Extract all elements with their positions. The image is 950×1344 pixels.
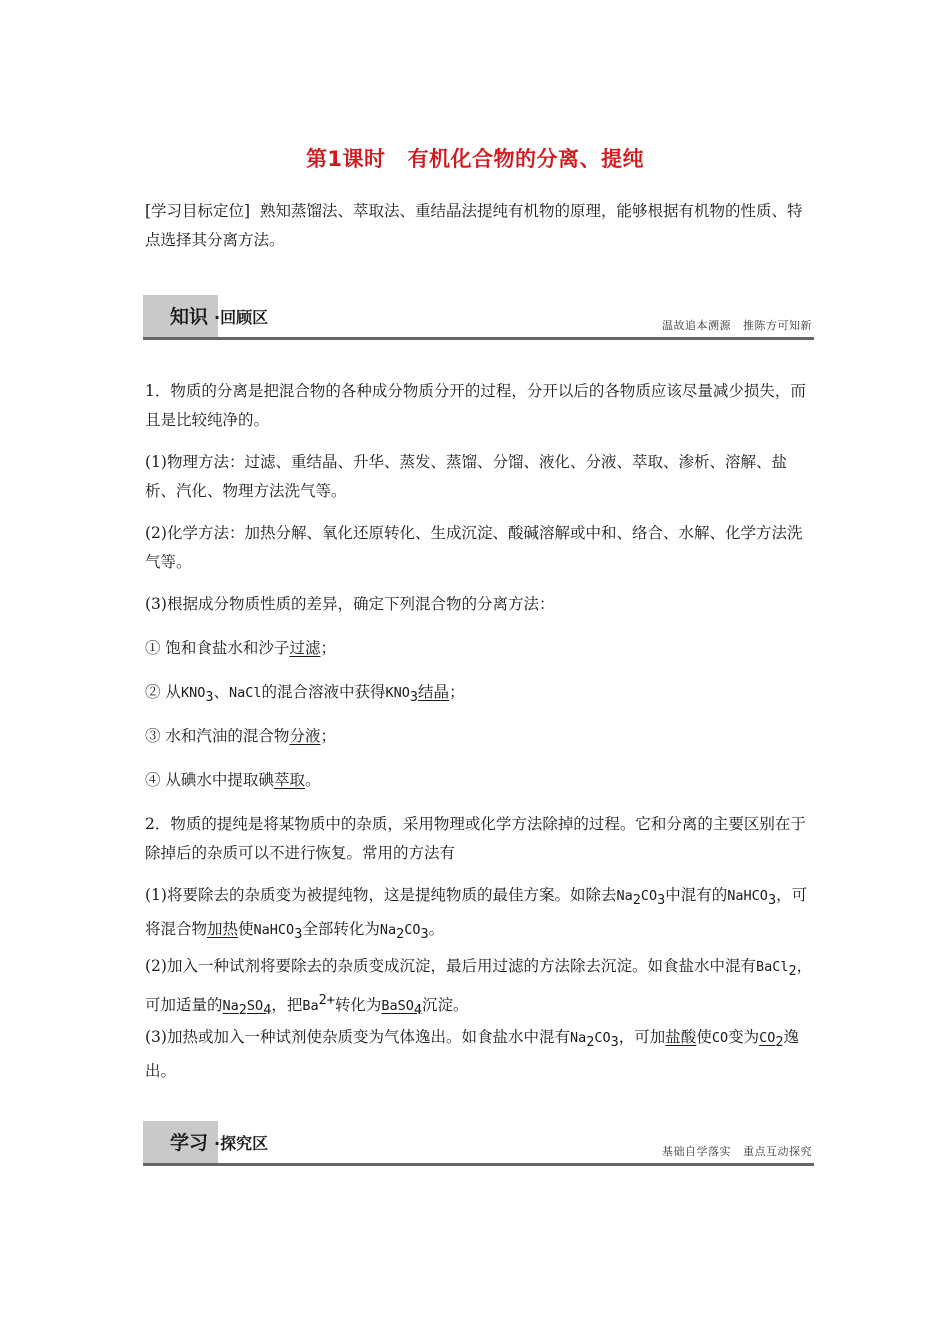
objective-label: [学习目标定位] [145, 202, 251, 220]
section-header-sub: ·回顾区 [214, 308, 269, 327]
section-header-review [143, 295, 814, 340]
paragraph-purification-method-3: (3)加热或加入一种试剂使杂质变为气体逸出。如食盐水中混有$Na_2CO_3$，可加盐酸使CO变为$CO_2$逸出。 [145, 1028, 800, 1081]
answer-crystallization: 结晶 [418, 683, 450, 701]
list-item: ① 饱和食盐水和沙子过滤； [145, 639, 336, 657]
list-item: ③ 水和汽油的混合物分液； [145, 727, 336, 745]
paragraph-purification-method-2: (2)加入一种试剂将要除去的杂质变成沉淀，最后用过滤的方法除去沉淀。如食盐水中混有BaCl$_2$，可加适量的$Na_2SO_4$，把$Ba^{2+}$转化为BaSO$_4$沉淀。 [145, 957, 813, 1019]
answer-filtration: 过滤 [289, 639, 321, 657]
answer-hydrochloric-acid: 盐酸 [665, 1028, 697, 1046]
section-header-explore [143, 1121, 814, 1166]
paragraph-purification-definition: 2．物质的提纯是将某物质中的杂质，采用物理或化学方法除掉的过程。它和分离的主要区别在于除掉后的杂质可以不进行恢复。常用的方法有 [145, 815, 806, 862]
title-topic: 有机化合物的分离、提纯 [407, 147, 645, 171]
paragraph-physical-methods: (1)物理方法：过滤、重结晶、升华、蒸发、蒸馏、分馏、液化、分液、萃取、渗析、溶解、盐析、汽化、物理方法洗气等。 [145, 453, 787, 500]
section-slogan: 温故追本溯源 推陈方可知新 [662, 319, 812, 332]
section-header-main: 知识 [170, 306, 209, 328]
paragraph-separation-definition: 1．物质的分离是把混合物的各种成分物质分开的过程，分开以后的各物质应该尽量减少损失，而且是比较纯净的。 [145, 382, 806, 429]
list-item: ② 从$KNO_3$、NaCl的混合溶液中获得$KNO_3$结晶； [145, 683, 465, 706]
answer-barium-sulfate: BaSO$_4$ [381, 998, 423, 1019]
answer-sodium-sulfate: $Na_2SO_4$ [222, 998, 272, 1019]
answer-liquid-separation: 分液 [289, 727, 321, 745]
page-title [0, 143, 950, 173]
paragraph-chemical-methods: (2)化学方法：加热分解、氧化还原转化、生成沉淀、酸碱溶解或中和、络合、水解、化学方法洗气等。 [145, 524, 803, 571]
section-header-sub: ·探究区 [214, 1134, 269, 1153]
section-header-main: 学习 [170, 1132, 209, 1154]
title-lesson-number: 第1课时 [305, 147, 386, 171]
answer-extraction: 萃取 [273, 771, 305, 789]
section-slogan: 基础自学落实 重点互动探究 [662, 1145, 812, 1158]
answer-carbon-dioxide: $CO_2$ [759, 1030, 784, 1051]
paragraph-determine-methods: (3)根据成分物质性质的差异，确定下列混合物的分离方法： [145, 595, 555, 613]
learning-objective [145, 197, 815, 255]
paragraph-purification-method-1: (1)将要除去的杂质变为被提纯物，这是提纯物质的最佳方案。如除去$Na_2CO_3$中混有的NaHCO$_3$，可将混合物加热使NaHCO$_3$全部转化为$Na_2CO_3$。 [145, 886, 808, 943]
objective-text: 熟知蒸馏法、萃取法、重结晶法提纯有机物的原理，能够根据有机物的性质、特点选择其分离方法。 [145, 202, 803, 249]
answer-heating: 加热 [207, 920, 239, 939]
list-item: ④ 从碘水中提取碘萃取。 [145, 771, 321, 789]
